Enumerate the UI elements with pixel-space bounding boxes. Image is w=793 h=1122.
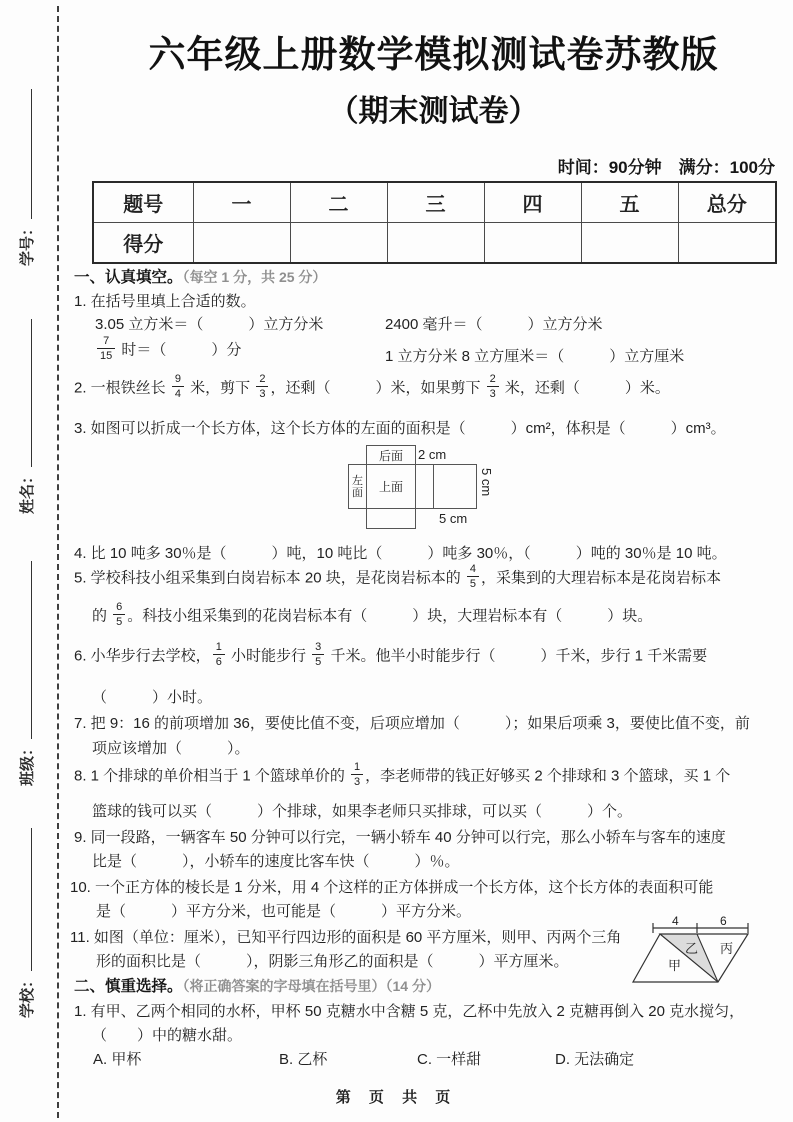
score-label-cell: 得分: [93, 222, 193, 263]
page-footer: 第 页 共 页: [335, 1089, 458, 1106]
fraction: $\frac{4}{5}$: [467, 563, 479, 590]
net-face: [366, 508, 416, 529]
question-1: 1. 在括号里填上合适的数。: [74, 293, 256, 310]
net-back-face: [366, 445, 416, 465]
question-9-line-2: 比是（ ），小轿车的速度比客车快（ ）％。: [92, 853, 460, 870]
score-empty-cell: [484, 222, 581, 263]
parallelogram-figure: [622, 914, 780, 1002]
score-table-header-cell: 总分: [678, 182, 776, 222]
measure-6-label: 6: [720, 914, 727, 928]
net-left-face: [348, 464, 367, 509]
choice-1-option-b: B. 乙杯: [279, 1051, 328, 1068]
score-empty-cell: [387, 222, 484, 263]
question-5-line-2: 的 $\frac{6}{5}$ 。科技小组采集到的花岗岩标本有（ ）块，大理岩标本有（ ）块。: [92, 601, 653, 628]
score-empty-cell: [678, 222, 776, 263]
score-table-header-cell: 四: [484, 182, 581, 222]
question-11-line-2: 形的面积比是（ ），阴影三角形乙的面积是（ ）平方厘米。: [96, 953, 569, 970]
net-top-face: [366, 464, 416, 509]
section-1-heading: 一、认真填空。（每空 1 分，共 25 分）: [74, 269, 327, 286]
label-bing: 丙: [720, 941, 734, 956]
student-id-blank-line: [16, 89, 32, 219]
question-2: 2. 一根铁丝长 $\frac{9}{4}$ 米，剪下 $\frac{2}{3}$ ，还剩（ ）米，如果剪下 $\frac{2}{3}$ 米，还剩（ ）米。: [74, 373, 670, 400]
fraction: $\frac{3}{5}$: [312, 641, 324, 668]
question-1-blank-b: 2400 毫升＝（ ）立方分米: [385, 316, 603, 333]
choice-1-option-a: A. 甲杯: [93, 1051, 142, 1068]
sidebar-label-school: [16, 828, 37, 1018]
fraction: $\frac{2}{3}$: [487, 373, 499, 400]
score-table-header-cell: 五: [581, 182, 678, 222]
label-yi: 乙: [685, 941, 699, 956]
name-label: 姓名：: [19, 468, 36, 514]
page-subtitle: （期末测试卷）: [328, 95, 539, 128]
score-table-header-cell: 二: [290, 182, 387, 222]
name-blank-line: [16, 319, 32, 467]
question-7-line-1: 7. 把 9：16 的前项增加 36，要使比值不变，后项应增加（ ）；如果后项乘 3，要使比值不变，前: [74, 715, 750, 732]
binding-dashed-line: [57, 6, 59, 1118]
sidebar-label-student-id: [16, 89, 37, 266]
section-2-heading: 二、慎重选择。（将正确答案的字母填在括号里）（14 分）: [74, 978, 440, 995]
question-7-line-2: 项应该增加（ ）。: [92, 740, 250, 757]
net-left-label: 左面: [352, 474, 363, 499]
score-empty-cell: [290, 222, 387, 263]
score-empty-cell: [193, 222, 290, 263]
question-11-line-1: 11. 如图（单位：厘米），已知平行四边形的面积是 60 平方厘米，则甲、丙两个三角: [70, 929, 622, 946]
question-3: 3. 如图可以折成一个长方体，这个长方体的左面的面积是（ ）cm²，体积是（ ）cm³。: [74, 420, 726, 437]
net-dim-5cm-right: 5 cm: [479, 468, 494, 497]
box-net-figure: [338, 442, 593, 542]
school-label: 学校：: [19, 972, 36, 1018]
net-back-label: 后面: [378, 448, 403, 463]
score-empty-cell: [581, 222, 678, 263]
fraction: $\frac{1}{6}$: [213, 641, 225, 668]
choice-1-option-d: D. 无法确定: [555, 1051, 635, 1068]
score-table: [92, 181, 777, 264]
question-6-line-2: （ ）小时。: [92, 689, 213, 706]
page-title: 六年级上册数学模拟测试卷苏教版: [148, 34, 719, 75]
fraction: $\frac{1}{3}$: [351, 761, 363, 788]
choice-1-line-1: 1. 有甲、乙两个相同的水杯，甲杯 50 克糖水中含糖 5 克，乙杯中先放入 2 克糖再倒入 20 克水搅匀，: [74, 1003, 745, 1020]
class-blank-line: [16, 561, 32, 739]
question-1-blank-d: 1 立方分米 8 立方厘米＝（ ）立方厘米: [385, 348, 685, 365]
choice-1-option-c: C. 一样甜: [417, 1051, 482, 1068]
sidebar-label-name: [16, 319, 37, 514]
score-table-header-cell: 三: [387, 182, 484, 222]
score-table-header-cell: 题号: [93, 182, 193, 222]
score-table-header-cell: 一: [193, 182, 290, 222]
fraction: $\frac{6}{5}$: [113, 601, 125, 628]
fraction: $\frac{9}{4}$: [172, 373, 184, 400]
question-10-line-1: 10. 一个正方体的棱长是 1 分米，用 4 个这样的正方体拼成一个长方体，这个长方体的表面积可能: [70, 879, 714, 896]
fraction: $\frac{7}{15}$: [97, 335, 115, 362]
question-10-line-2: 是（ ）平方分米，也可能是（ ）平方分米。: [96, 903, 472, 920]
question-6-line-1: 6. 小华步行去学校， $\frac{1}{6}$ 小时能步行 $\frac{3}{5}$ 千米。他半小时能步行（ ）千米，步行 1 千米需要: [74, 641, 708, 668]
question-8-line-1: 8. 1 个排球的单价相当于 1 个篮球单价的 $\frac{1}{3}$ ，李老师带的钱正好够买 2 个排球和 3 个篮球，买 1 个: [74, 761, 731, 788]
student-id-label: 学号：: [19, 220, 36, 266]
class-label: 班级：: [19, 740, 36, 786]
question-1-blank-a: 3.05 立方米＝（ ）立方分米: [95, 316, 324, 333]
question-1-blank-c: $\frac{7}{15}$ 时＝（ ）分: [95, 337, 241, 364]
sidebar-label-class: [16, 561, 37, 786]
net-face: [415, 464, 434, 509]
net-dim-2cm: 2 cm: [418, 447, 447, 462]
net-top-label: 上面: [378, 480, 403, 494]
question-5-line-1: 5. 学校科技小组采集到白岗岩标本 20 块，是花岗岩标本的 $\frac{4}{5}$ ，采集到的大理岩标本是花岗岩标本: [74, 563, 722, 590]
choice-1-line-2: （ ）中的糖水甜。: [92, 1027, 243, 1044]
net-face: [433, 464, 477, 509]
question-9-line-1: 9. 同一段路，一辆客车 50 分钟可以行完，一辆小轿车 40 分钟可以行完，那么小轿车与客车的速度: [74, 829, 726, 846]
fraction: $\frac{2}{3}$: [256, 373, 268, 400]
school-blank-line: [16, 828, 32, 971]
net-dim-5cm-bottom: 5 cm: [439, 511, 468, 526]
question-4: 4. 比 10 吨多 30％是（ ）吨，10 吨比（ ）吨多 30％，（ ）吨的 30％是 10 吨。: [74, 545, 727, 562]
exam-meta: 时间：90分钟 满分：100分: [557, 158, 775, 177]
question-8-line-2: 篮球的钱可以买（ ）个排球，如果李老师只买排球，可以买（ ）个。: [92, 803, 633, 820]
measure-4-label: 4: [672, 914, 679, 928]
label-jia: 甲: [668, 958, 682, 973]
